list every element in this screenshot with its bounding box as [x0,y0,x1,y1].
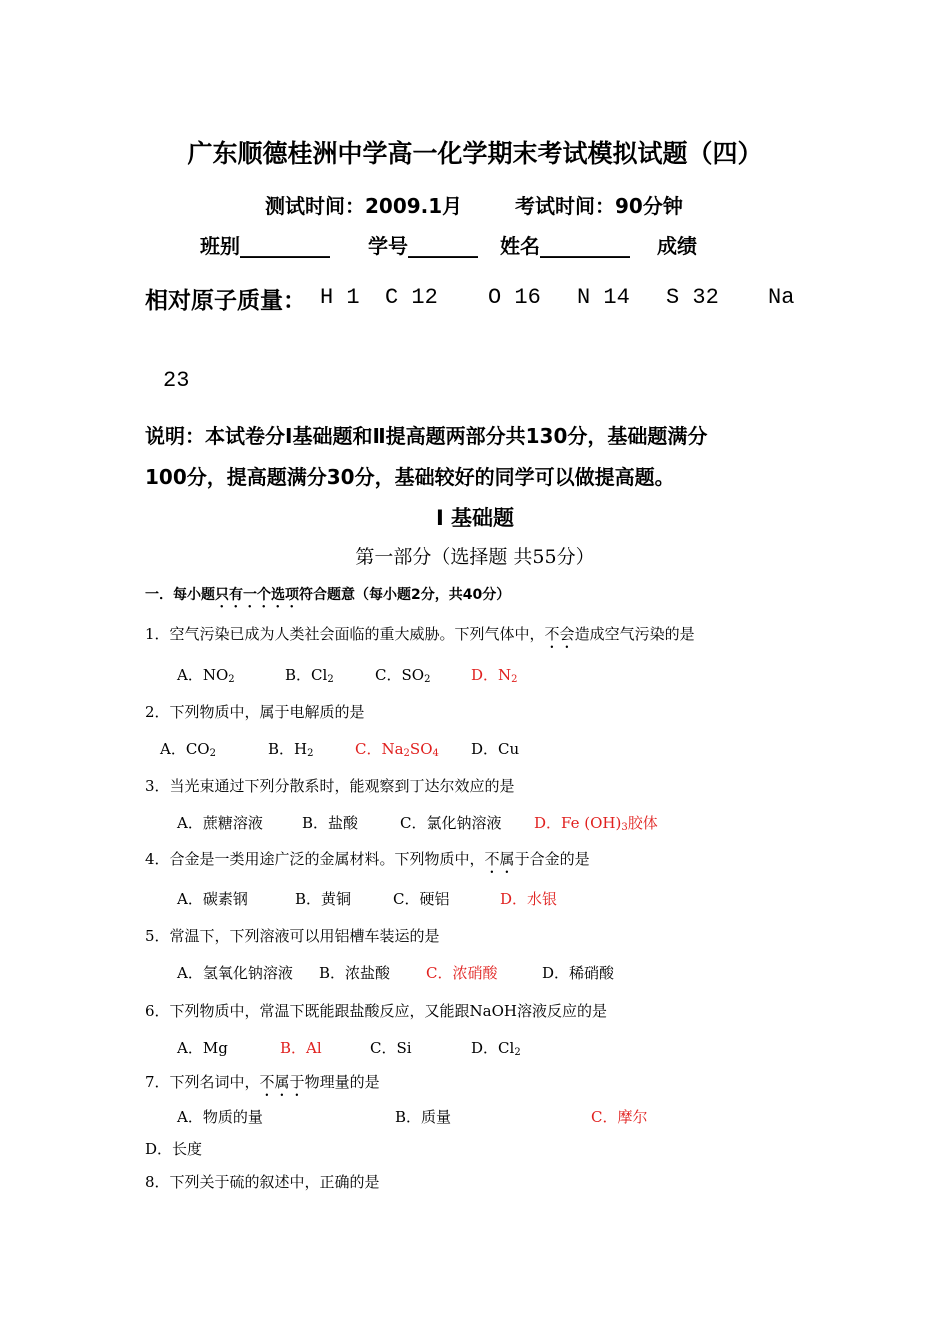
note-line-1: 说明：本试卷分Ⅰ基础题和Ⅱ提高题两部分共130分，基础题满分 [145,424,708,448]
option: B．黄铜 [295,890,352,908]
question-8: 8．下列关于硫的叙述中，正确的是 [145,1173,380,1191]
question-text: 4．合金是一类用途广泛的金属材料。下列物质中， [145,850,485,868]
option: B．$H_2$ [268,740,314,759]
option: A．$CO_2$ [160,740,216,759]
atomic-mass-h: H 1 [320,285,360,310]
question-text: 物理量的是 [304,1073,380,1091]
exam-duration: 考试时间：90分钟 [515,194,683,218]
page-title: 广东顺德桂洲中学高一化学期末考试模拟试题（四） [187,139,763,168]
option: B．$Cl_2$ [285,666,334,685]
atomic-mass-s: S 32 [666,285,719,310]
option: A．碳素钢 [177,890,248,908]
option-correct: C．$Na_2SO_4$ [355,740,439,759]
question-5: 5．常温下，下列溶液可以用铝槽车装运的是 [145,927,440,945]
instruction [145,584,510,611]
option-correct: D．水银 [500,890,558,908]
atomic-mass-c: C 12 [385,285,438,310]
part-heading: 第一部分（选择题 共55分） [355,546,595,568]
note-line-2: 100分，提高题满分30分，基础较好的同学可以做提高题。 [145,465,675,489]
section-heading: Ⅰ 基础题 [435,506,515,530]
atomic-mass-na-value: 23 [163,368,190,393]
option: D．长度 [145,1140,203,1158]
option: A．$NO_2$ [177,666,235,685]
option: D．$Cl_2$ [471,1039,521,1058]
option: A．物质的量 [177,1108,263,1126]
option: C．硬铝 [393,890,450,908]
option: B．浓盐酸 [319,964,391,982]
test-date: 测试时间：2009.1月 [265,194,463,218]
option: C．氯化钠溶液 [400,814,502,832]
option: A．氢氧化钠溶液 [177,964,293,982]
question-text: 7．下列名词中， [145,1073,260,1091]
option-correct: B．Al [280,1039,322,1057]
option: A．Mg [177,1039,228,1057]
student-no-field: 学号_______ [368,234,478,258]
option: D．稀硝酸 [542,964,615,982]
option: C．Si [370,1039,412,1057]
option: B．盐酸 [302,814,359,832]
atomic-mass-n: N 14 [577,285,630,310]
atomic-mass-label: 相对原子质量： [145,288,306,314]
question-emphasis: 不属于 [259,1073,305,1091]
question-1 [145,623,695,652]
atomic-mass-na: Na [768,285,795,310]
score-field: 成绩 [657,234,697,258]
question-4 [145,848,590,877]
instruction-emphasis: 只有一个选项 [215,587,299,603]
instruction-text: 一．每小题 [145,587,215,603]
option-correct: C．摩尔 [591,1108,648,1126]
question-3: 3．当光束通过下列分散系时，能观察到丁达尔效应的是 [145,777,515,795]
question-text: 于合金的是 [514,850,590,868]
instruction-text: 符合题意（每小题2分，共40分） [299,587,511,603]
question-text: 造成空气污染的是 [574,625,695,643]
question-6: 6．下列物质中，常温下既能跟盐酸反应，又能跟NaOH溶液反应的是 [145,1002,607,1020]
question-text: 1．空气污染已成为人类社会面临的重大威胁。下列气体中， [145,625,545,643]
option: A．蔗糖溶液 [177,814,263,832]
option-correct: C．浓硝酸 [426,964,498,982]
question-2: 2．下列物质中，属于电解质的是 [145,703,365,721]
option: C．$SO_2$ [375,666,431,685]
question-emphasis: 不会 [544,625,575,643]
question-emphasis: 不属 [484,850,515,868]
name-field: 姓名_________ [500,234,630,258]
option-correct: D．$N_2$ [471,666,518,685]
option-correct: D．Fe $(OH)_3$胶体 [534,814,658,833]
option: D．Cu [471,740,520,758]
atomic-mass-o: O 16 [488,285,541,310]
option: B．质量 [395,1108,452,1126]
question-7 [145,1071,380,1100]
class-field: 班别_________ [200,234,330,258]
